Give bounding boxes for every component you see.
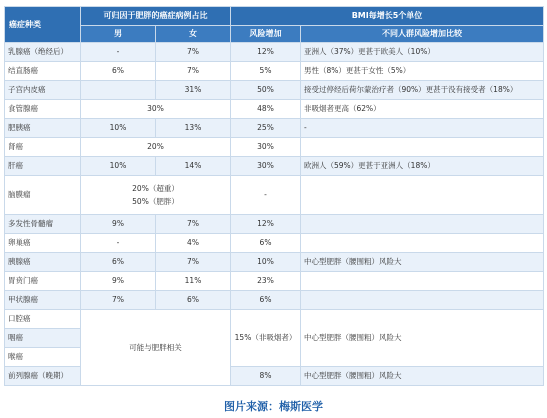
cancer-name: 肾癌 <box>5 138 81 157</box>
cancer-name: 结直肠癌 <box>5 62 81 81</box>
cancer-name: 喉癌 <box>5 348 81 367</box>
group-diff <box>301 272 544 291</box>
risk-increase: 30% <box>231 138 301 157</box>
group-diff: 欧洲人（59%）更甚于亚洲人（18%） <box>301 157 544 176</box>
cancer-name: 口腔癌 <box>5 310 81 329</box>
header-male: 男 <box>81 26 156 43</box>
table-row <box>5 81 544 100</box>
cancer-obesity-table <box>4 6 544 386</box>
group-diff: 非吸烟者更高（62%） <box>301 100 544 119</box>
risk-increase: 8% <box>231 367 301 386</box>
group-diff: 亚洲人（37%）更甚于欧美人（10%） <box>301 43 544 62</box>
risk-increase: 10% <box>231 253 301 272</box>
male-share <box>81 81 156 100</box>
risk-increase: 6% <box>231 291 301 310</box>
cancer-name: 胃贲门癌 <box>5 272 81 291</box>
merged-share: 20% <box>81 138 231 157</box>
share-overweight: 20%（超重） <box>132 184 179 193</box>
male-share: - <box>81 43 156 62</box>
group-diff: 男性（8%）更甚于女性（5%） <box>301 62 544 81</box>
cancer-name: 食管腺癌 <box>5 100 81 119</box>
female-share: 7% <box>156 215 231 234</box>
header-attributable-share: 可归因于肥胖的癌症病例占比 <box>81 7 231 26</box>
cancer-name: 前列腺癌（晚期） <box>5 367 81 386</box>
male-share: 6% <box>81 253 156 272</box>
female-share: 7% <box>156 43 231 62</box>
header-bmi-increase: BMI每增长5个单位 <box>231 7 544 26</box>
merged-share <box>81 176 231 215</box>
risk-increase: 30% <box>231 157 301 176</box>
cancer-name: 肥胰癌 <box>5 119 81 138</box>
group-diff <box>301 291 544 310</box>
image-source-caption: 图片来源：梅斯医学 <box>224 400 323 413</box>
risk-increase: 5% <box>231 62 301 81</box>
header-female: 女 <box>156 26 231 43</box>
table-row <box>5 43 544 62</box>
risk-increase: 50% <box>231 81 301 100</box>
table-row <box>5 310 544 329</box>
risk-increase: 15%（非吸烟者） <box>231 310 301 367</box>
group-diff: 中心型肥胖（腰围粗）风险大 <box>301 367 544 386</box>
group-diff <box>301 138 544 157</box>
cancer-name: 卵巢癌 <box>5 234 81 253</box>
table-row <box>5 272 544 291</box>
cancer-name: 乳腺癌（绝经后） <box>5 43 81 62</box>
risk-increase: 12% <box>231 215 301 234</box>
group-diff: 中心型肥胖（腰围粗）风险大 <box>301 310 544 367</box>
cancer-table-wrapper <box>4 6 543 386</box>
cancer-name: 肝癌 <box>5 157 81 176</box>
cancer-name: 咽癌 <box>5 329 81 348</box>
header-row <box>5 7 544 26</box>
group-diff: 中心型肥胖（腰围粗）风险大 <box>301 253 544 272</box>
table-row <box>5 253 544 272</box>
risk-increase: 25% <box>231 119 301 138</box>
male-share: 10% <box>81 157 156 176</box>
table-row <box>5 157 544 176</box>
cancer-name: 多发性骨髓瘤 <box>5 215 81 234</box>
header-group-diff: 不同人群风险增加比较 <box>301 26 544 43</box>
subheader-row <box>5 26 544 43</box>
male-share: 10% <box>81 119 156 138</box>
possibly-related-share: 可能与肥胖相关 <box>81 310 231 386</box>
risk-increase: 48% <box>231 100 301 119</box>
cancer-name: 甲状腺癌 <box>5 291 81 310</box>
female-share: 11% <box>156 272 231 291</box>
group-diff <box>301 176 544 215</box>
table-row <box>5 62 544 81</box>
male-share: 6% <box>81 62 156 81</box>
risk-increase: 23% <box>231 272 301 291</box>
female-share: 31% <box>156 81 231 100</box>
table-row <box>5 100 544 119</box>
female-share: 7% <box>156 253 231 272</box>
female-share: 4% <box>156 234 231 253</box>
female-share: 6% <box>156 291 231 310</box>
group-diff <box>301 215 544 234</box>
risk-increase: 12% <box>231 43 301 62</box>
table-row <box>5 176 544 215</box>
table-row <box>5 215 544 234</box>
female-share: 13% <box>156 119 231 138</box>
cancer-name: 胰腺癌 <box>5 253 81 272</box>
risk-increase: - <box>231 176 301 215</box>
male-share: - <box>81 234 156 253</box>
share-obese: 50%（肥胖） <box>132 197 179 206</box>
group-diff: - <box>301 119 544 138</box>
male-share: 7% <box>81 291 156 310</box>
header-cancer-type: 癌症种类 <box>5 7 81 43</box>
group-diff <box>301 234 544 253</box>
male-share: 9% <box>81 272 156 291</box>
group-diff: 接受过停经后荷尔蒙治疗者（90%）更甚于没有接受者（18%） <box>301 81 544 100</box>
female-share: 7% <box>156 62 231 81</box>
male-share: 9% <box>81 215 156 234</box>
merged-share: 30% <box>81 100 231 119</box>
table-row <box>5 138 544 157</box>
cancer-name: 子宫内皮癌 <box>5 81 81 100</box>
table-row <box>5 234 544 253</box>
risk-increase: 6% <box>231 234 301 253</box>
header-risk: 风险增加 <box>231 26 301 43</box>
table-row <box>5 119 544 138</box>
table-row <box>5 291 544 310</box>
female-share: 14% <box>156 157 231 176</box>
cancer-name: 脑膜瘤 <box>5 176 81 215</box>
